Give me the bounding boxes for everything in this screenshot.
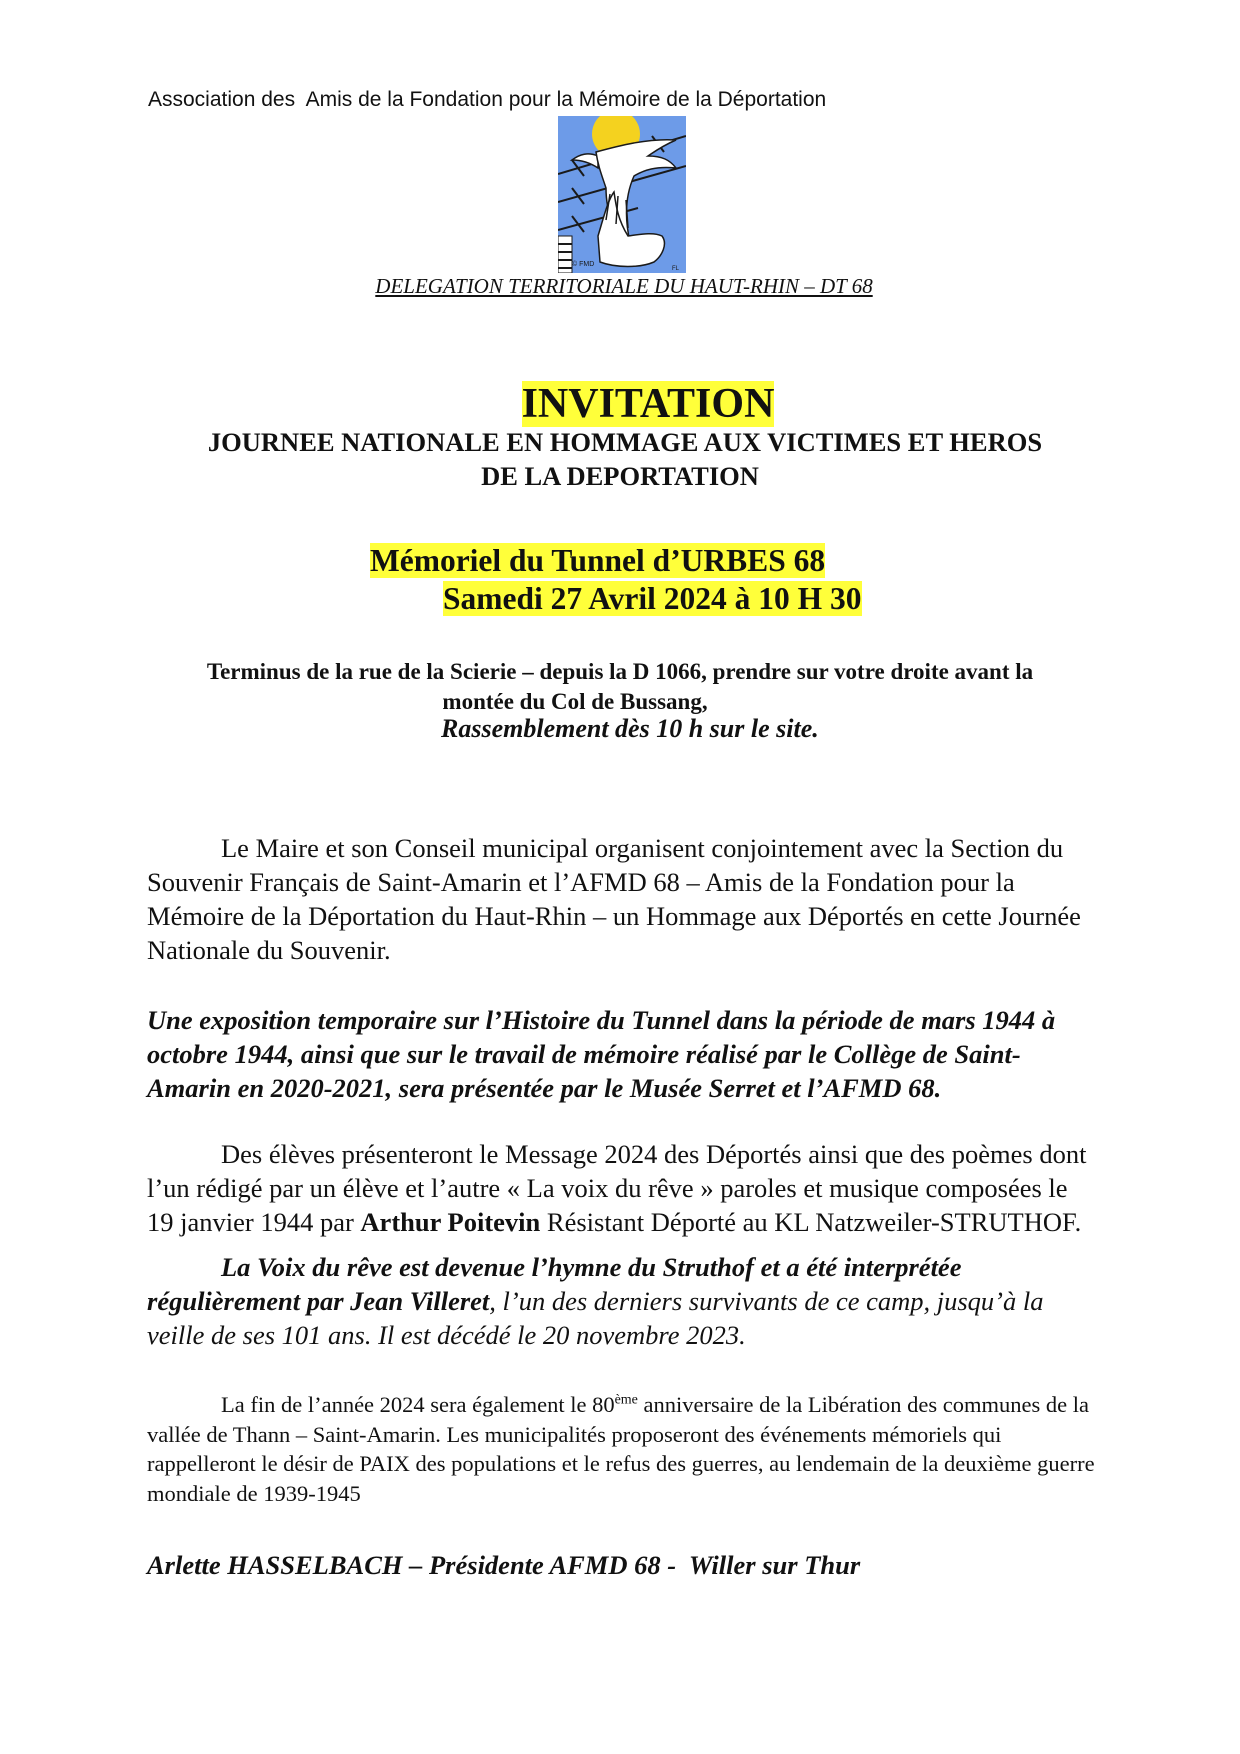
ordinal-suffix: ème [614, 1392, 638, 1408]
signature: Arlette HASSELBACH – Présidente AFMD 68 - Willer sur Thur [147, 1550, 861, 1580]
paragraph-students [147, 1137, 1097, 1239]
gathering-time: Rassemblement dès 10 h sur le site. [441, 714, 819, 743]
paragraph-students-text-a: Des élèves présenteront le Message 2024 des Déportés ainsi que des poèmes dont l’un rédigé par un élève et l’autre « La voix du rêve » paroles et musique composées le 19 janvier 1944 par [147, 1139, 1087, 1237]
directions-line-2: montée du Col de Bussang, [442, 689, 708, 714]
event-venue [370, 542, 825, 580]
delegation-heading [0, 274, 1240, 299]
paragraph-exhibition: Une exposition temporaire sur l’Histoire du Tunnel dans la période de mars 1944 à octobre 1944, ainsi que sur le travail de mémoire réalisé par le Collège de Saint-Amarin en 2020-2021, sera présentée par le Musée Serret et l’AFMD 68. [147, 1005, 1056, 1103]
logo-credit: © FMD [572, 261, 595, 268]
delegation-text: DELEGATION TERRITORIALE DU HAUT-RHIN – DT 68 [375, 274, 873, 298]
logo-credit-initials: FL [672, 266, 680, 272]
paragraph-anthem [147, 1250, 1097, 1352]
event-date-text: Samedi 27 Avril 2024 à 10 H 30 [443, 581, 862, 616]
paragraph-ceremony [147, 831, 1097, 967]
paragraph-ceremony-text: Le Maire et son Conseil municipal organisent conjointement avec la Section du Souvenir Français de Saint-Amarin et l’AFMD 68 – Amis de la Fondation pour la Mémoire de la Déportation du Haut-Rhin – un Hommage aux Déportés en cette Journée Nationale du Souvenir. [147, 833, 1081, 965]
organization-header: Association des Amis de la Fondation pour la Mémoire de la Déportation [148, 88, 827, 111]
subtitle-line-2: DE LA DEPORTATION [481, 461, 759, 491]
paragraph-anthem-rest: , l’un des derniers survivants de ce camp, jusqu’à la veille de ses 101 ans. Il est décédé le 20 novembre 2023. [147, 1286, 1044, 1350]
event-directions [0, 657, 1240, 717]
paragraph-students-text-b: Résistant Déporté au KL Natzweiler-STRUTHOF. [540, 1207, 1082, 1237]
afmd-logo [558, 116, 686, 273]
invitation-title [0, 380, 1240, 428]
paragraph-anniversary-text-b: anniversaire de la Libération des communes de la vallée de Thann – Saint-Amarin. Les municipalités proposeront des événements mémoriels qui rappelleront le désir de PAIX des populations et le refus des guerres, au lendemain de la deuxième guerre mondiale de 1939-1945 [147, 1392, 1095, 1506]
invitation-title-text: INVITATION [521, 381, 775, 427]
event-venue-text: Mémoriel du Tunnel d’URBES 68 [370, 543, 826, 578]
event-date [443, 580, 862, 618]
paragraph-anniversary [147, 1390, 1097, 1508]
directions-line-1: Terminus de la rue de la Scierie – depuis la D 1066, prendre sur votre droite avant la [206, 659, 1034, 684]
composer-name: Arthur Poitevin [360, 1207, 541, 1237]
paragraph-anthem-lead: La Voix du rêve est devenue l’hymne du Struthof et a été interprétée régulièrement par Jean Villeret [147, 1252, 962, 1316]
subtitle-line-1: JOURNEE NATIONALE EN HOMMAGE AUX VICTIMES ET HEROS [207, 427, 1043, 457]
paragraph-anniversary-text-a: La fin de l’année 2024 sera également le 80 [221, 1392, 615, 1417]
event-subtitle [0, 425, 1240, 493]
